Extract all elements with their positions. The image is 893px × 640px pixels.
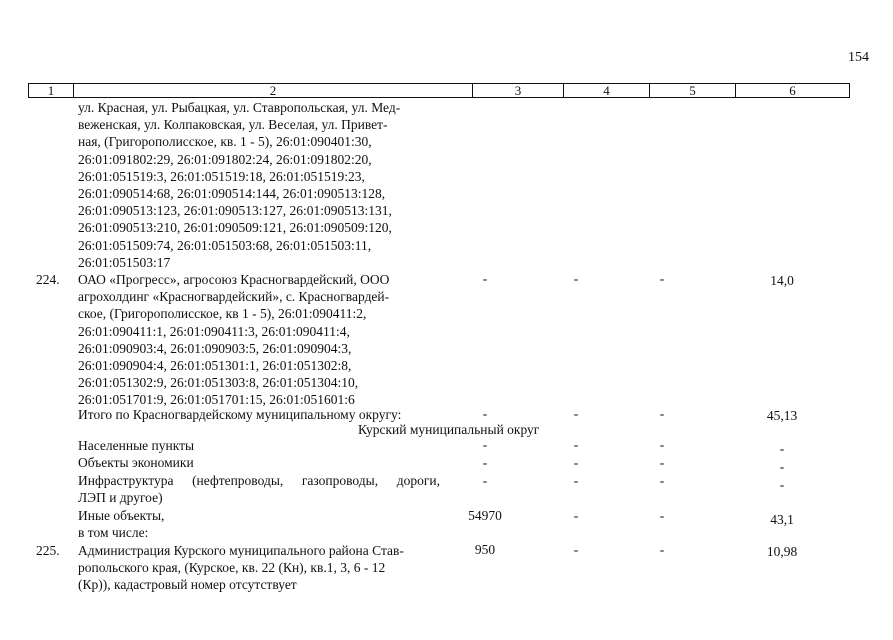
row-225-text [78,542,404,594]
row-infrastructure-col6: - [779,477,785,492]
row-economy-col3: - [482,455,488,470]
row-settlements-col3: - [482,437,488,452]
row-224-col4: - [573,271,579,286]
row-224-col6: 14,0 [770,273,794,288]
row-infrastructure-label-line1: Инфраструктура (нефтепроводы, газопроводы, дороги, [78,473,440,488]
row-settlements-label: Населенные пункты [78,438,195,453]
row-other-col6: 43,1 [770,512,794,527]
text-line: 26:01:091802:29, 26:01:091802:24, 26:01:091802:20, [78,151,372,167]
row-infrastructure-col4: - [573,473,579,488]
row-economy-col5: - [659,455,665,470]
text-line: 26:01:090513:123, 26:01:090513:127, 26:01:090513:131, [78,203,392,219]
text-line: агрохолдинг «Красногвардейский», с. Красногвардей- [78,289,390,305]
header-col-1: 1 [47,83,55,98]
row-settlements-col5: - [659,437,665,452]
header-col-6: 6 [735,84,849,97]
row-economy-col4: - [573,455,579,470]
text-line: 26:01:090513:210, 26:01:090509:121, 26:01:090509:120, [78,220,392,236]
row-other-col5: - [659,508,665,523]
total-col3: - [482,406,488,421]
text-line: Администрация Курского муниципального района Став- [78,543,404,558]
row-other-label-line1: Иные объекты, [78,508,165,523]
text-line: ная, (Григорополисское, кв. 1 - 5), 26:01:090401:30, [78,134,372,150]
text-line: 26:01:090514:68, 26:01:090514:144, 26:01:090513:128, [78,186,386,202]
text-line: ОАО «Прогресс», агросоюз Красногвардейский, ООО [78,272,390,287]
total-krasnogvardeysky-label: Итого по Красногвардейскому муниципальному округу: [78,407,402,422]
text-line: 26:01:051503:17 [78,254,171,270]
row-225-col4: - [573,542,579,557]
row-224-col5: - [659,271,665,286]
section-title: Курский муниципальный округ [358,422,540,437]
text-line: 26:01:090411:1, 26:01:090411:3, 26:01:090411:4, [78,323,350,339]
total-col6: 45,13 [766,408,798,423]
total-col4: - [573,406,579,421]
row-settlements-col6: - [779,441,785,456]
text-line: 26:01:051519:3, 26:01:051519:18, 26:01:051519:23, [78,168,365,184]
page-number: 154 [848,50,869,65]
row-other-col4: - [573,508,579,523]
row-number-225: 225. [36,543,60,558]
row-225-col5: - [659,542,665,557]
table-header-row [28,83,850,98]
header-col-4: 4 [563,84,649,97]
row-other-label-line2: в том числе: [78,525,149,540]
header-col-2: 2 [73,84,472,97]
text-line: 26:01:090904:4, 26:01:051301:1, 26:01:051302:8, [78,358,352,374]
continuation-text [78,99,400,271]
row-infrastructure-col5: - [659,473,665,488]
text-line: 26:01:051701:9, 26:01:051701:15, 26:01:051601:6 [78,392,355,408]
row-infrastructure-label-line2: ЛЭП и другое) [78,490,163,505]
row-economy-col6: - [779,459,785,474]
header-col-3: 3 [472,84,563,97]
text-line: (Кр)), кадастровый номер отсутствует [78,577,297,593]
row-225-col6: 10,98 [766,544,798,559]
row-other-col3: 54970 [468,508,502,523]
row-economy-label: Объекты экономики [78,455,194,470]
text-line: веженская, ул. Колпаковская, ул. Веселая, ул. Привет- [78,117,388,133]
text-line: 26:01:051509:74, 26:01:051503:68, 26:01:051503:11, [78,237,372,253]
text-line: 26:01:051302:9, 26:01:051303:8, 26:01:051304:10, [78,375,359,391]
row-infrastructure-col3: - [482,473,488,488]
text-line: ское, (Григорополисское, кв 1 - 5), 26:01:090411:2, [78,306,367,322]
row-224-text [78,271,389,409]
text-line: ул. Красная, ул. Рыбацкая, ул. Ставропольская, ул. Мед- [78,100,401,115]
row-224-col3: - [482,271,488,286]
header-col-5: 5 [649,84,735,97]
row-225-col3: 950 [474,542,496,557]
text-line: 26:01:090903:4, 26:01:090903:5, 26:01:090904:3, [78,340,352,356]
row-settlements-col4: - [573,437,579,452]
total-col5: - [659,406,665,421]
row-number-224: 224. [36,272,60,287]
text-line: ропольского края, (Курское, кв. 22 (Кн), кв.1, 3, 6 - 12 [78,560,386,576]
